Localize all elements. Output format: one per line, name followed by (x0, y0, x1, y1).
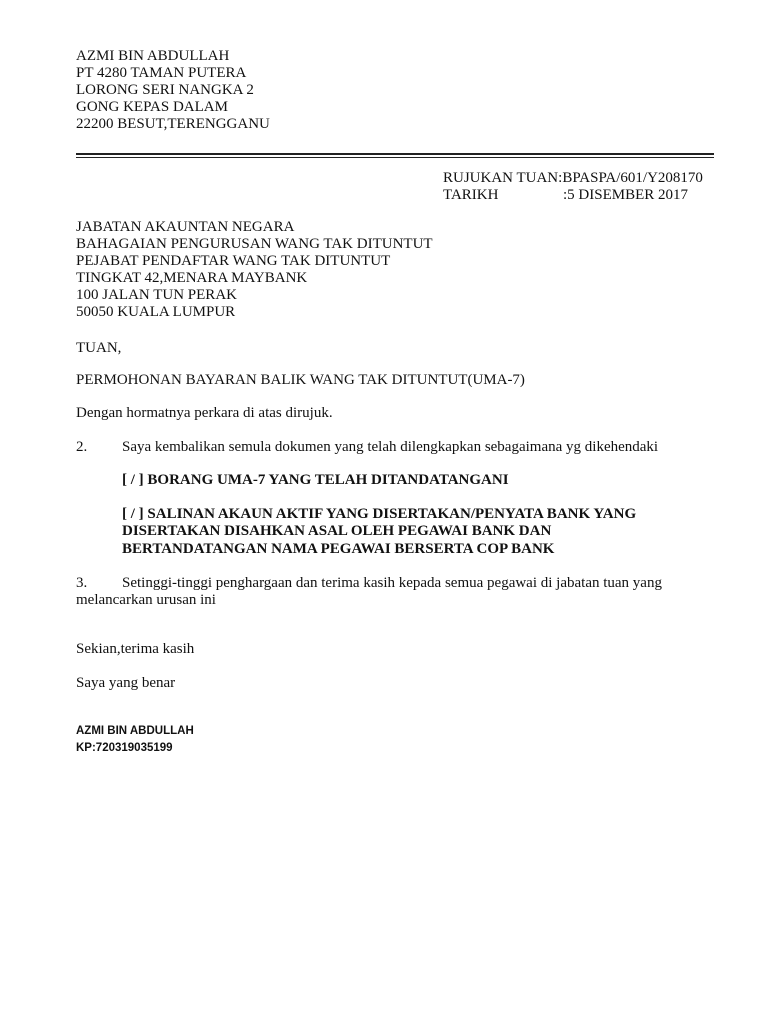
sender-address-line: GONG KEPAS DALAM (76, 99, 228, 115)
reference-value: BPASPA/601/Y208170 (562, 170, 703, 186)
checklist-item-salinan: [ / ] SALINAN AKAUN AKTIF YANG DISERTAKAN/PENYATA BANK YANG (122, 506, 637, 522)
recipient-line: PEJABAT PENDAFTAR WANG TAK DITUNTUT (76, 253, 391, 269)
sender-name: AZMI BIN ABDULLAH (76, 48, 230, 64)
reference-line (443, 170, 703, 187)
letterhead-rule-thick (76, 153, 714, 155)
paragraph-2-text: Saya kembalikan semula dokumen yang telah dilengkapkan sebagaimana yg dikehendaki (122, 439, 659, 455)
letterhead-rule-thin (76, 157, 714, 158)
signature-ic-number: KP:720319035199 (76, 742, 173, 754)
salutation: TUAN, (76, 340, 122, 356)
recipient-line: 100 JALAN TUN PERAK (76, 287, 237, 303)
sender-block (76, 48, 270, 133)
paragraph-3-number: 3. (76, 575, 88, 591)
closing-line: Sekian,terima kasih (76, 641, 195, 657)
date-label: TARIKH (443, 187, 499, 203)
checklist-item-salinan-cont: BERTANDATANGAN NAMA PEGAWAI BERSERTA COP BANK (122, 541, 555, 557)
sender-address-line: LORONG SERI NANGKA 2 (76, 82, 254, 98)
signoff-line: Saya yang benar (76, 675, 176, 691)
recipient-line: BAHAGAIAN PENGURUSAN WANG TAK DITUNTUT (76, 236, 433, 252)
recipient-line: TINGKAT 42,MENARA MAYBANK (76, 270, 308, 286)
subject-line: PERMOHONAN BAYARAN BALIK WANG TAK DITUNTUT(UMA-7) (76, 372, 525, 388)
checklist-item-borang: [ / ] BORANG UMA-7 YANG TELAH DITANDATANGANI (122, 472, 509, 488)
paragraph-2-number: 2. (76, 439, 88, 455)
sender-address-line: PT 4280 TAMAN PUTERA (76, 65, 247, 81)
signature-name: AZMI BIN ABDULLAH (76, 725, 194, 737)
paragraph-3-text-cont: melancarkan urusan ini (76, 592, 216, 608)
checklist-item-salinan-cont: DISERTAKAN DISAHKAN ASAL OLEH PEGAWAI BANK DAN (122, 523, 552, 539)
recipient-block (76, 219, 433, 321)
date-line (443, 187, 723, 204)
paragraph-3-text: Setinggi-tinggi penghargaan dan terima kasih kepada semua pegawai di jabatan tuan yang (122, 575, 662, 591)
sender-address-line: 22200 BESUT,TERENGGANU (76, 116, 270, 132)
recipient-line: 50050 KUALA LUMPUR (76, 304, 236, 320)
date-value: :5 DISEMBER 2017 (563, 187, 689, 203)
opening-paragraph: Dengan hormatnya perkara di atas dirujuk. (76, 405, 333, 421)
recipient-line: JABATAN AKAUNTAN NEGARA (76, 219, 295, 235)
reference-label: RUJUKAN TUAN: (443, 170, 563, 186)
